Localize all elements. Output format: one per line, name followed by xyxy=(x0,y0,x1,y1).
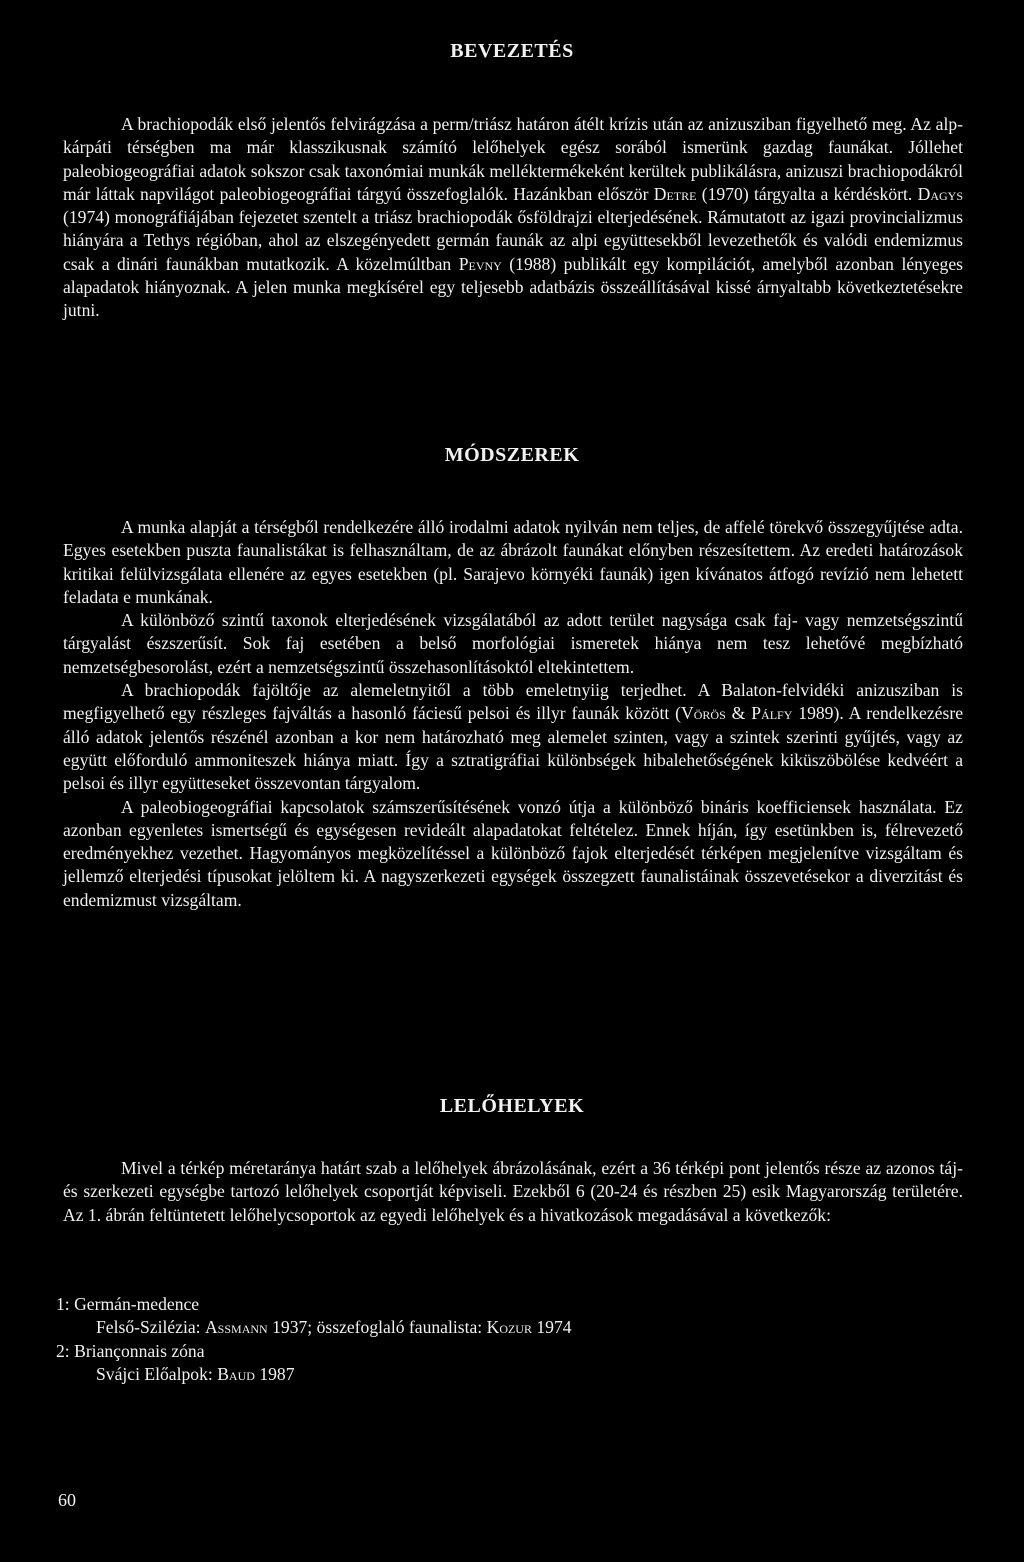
text-run: Svájci Előalpok: xyxy=(96,1363,218,1384)
text-run: 1987 xyxy=(254,1363,295,1384)
locality-list xyxy=(56,1293,956,1386)
list-item: 2: Briançonnais zóna xyxy=(56,1340,205,1361)
list-item: 1: Germán-medence xyxy=(56,1294,200,1314)
text-run: & xyxy=(725,703,752,724)
author-name: Pevny xyxy=(458,253,502,274)
list-item-detail xyxy=(56,1363,956,1386)
text-run: Felső-Szilézia: xyxy=(96,1317,205,1338)
author-name: Vörös xyxy=(681,703,726,724)
section-title-intro: BEVEZETÉS xyxy=(450,40,574,62)
author-name: Baud xyxy=(217,1363,255,1384)
methods-paragraph-2: A különböző szintű taxonok elterjedésének vizsgálatából az adott terület nagysága csak faj- vagy nemzetségszintű tárgyalást észszerűsít. Sok faj esetében a belső morfológiai ismeretek hiánya nem tesz lehetővé megbízható nemzetségbesorolást, ezért a nemzetségszintű összehasonlításoktól eltekintettem. xyxy=(63,610,963,677)
text-run: 1937; összefoglaló faunalista: xyxy=(267,1317,487,1338)
text-run: (1970) tárgyalta a kérdéskört. xyxy=(696,183,918,204)
methods-paragraph-1: A munka alapját a térségből rendelkezére álló irodalmi adatok nyilván nem teljes, de affelé törekvő összegyűjtése adta. Egyes esetekben puszta faunalistákat is felhasználtam, de az ábrázolt faunákat előnyben részesítettem. Az eredeti határozások kritikai felülvizsgálata ellenére az egyes esetekben (pl. Sarajevo környéki faunák) igen kívánatos átfogó revízió nem lehetett feladata e munkának. xyxy=(63,517,963,607)
author-name: Pálfy xyxy=(751,703,793,724)
author-name: Dagys xyxy=(917,183,963,204)
localities-paragraph xyxy=(63,1157,963,1227)
author-name: Detre xyxy=(653,183,697,204)
methods-paragraph-3 xyxy=(63,679,963,795)
text-run: 1989). A rendelkezésre álló adatok jelentős részénél azonban a kor nem határozható meg alemelet szinten, vagy a szintek szerinti gyűjtés, vagy az együtt előforduló ammoniteszek hiánya miatt. Így a sztratigráfiai különbségek hibalehetőségének kiküszöbölése kedvéért a pelsoi és illyr együtteseket összevontan tárgyalom. xyxy=(63,703,963,794)
page-number: 60 xyxy=(58,1490,76,1510)
text-run: A brachiopodák első jelentős felvirágzása a perm/triász határon átélt krízis után az anizusziban figyelhető meg. Az alp-kárpáti térségben ma már klasszikusnak számító lelőhelyek egész sorából ismerünk gazdag faunákat. Jóllehet paleobiogeográfiai adatok sokszor csak taxonómiai munkák melléktermékeként kerültek publikálásra, anizuszi brachiopodákról már láttak napvilágot paleobiogeográfiai tárgyú összefoglalók. Hazánkban először xyxy=(63,114,963,204)
intro-paragraph xyxy=(63,113,963,323)
author-name: Kozur xyxy=(486,1317,532,1338)
section-title-methods: MÓDSZEREK xyxy=(444,444,580,466)
methods-paragraph-4: A paleobiogeográfiai kapcsolatok számszerűsítésének vonzó útja a különböző bináris koefficiensek használata. Ez azonban egyenletes ismertségű és egységesen revideált alapadatokat feltételez. Ennek híján, így esetünkben is, félrevezető eredményekhez vezethet. Hagyományos megközelítéssel a különböző fajok elterjedését térképen megjelenítve vizsgáltam és jellemző elterjedési típusokat jelöltem ki. A nagyszerkezeti egységek összegzett faunalistáinak összevetésekor a diverzitást és endemizmust vizsgáltam. xyxy=(63,796,963,910)
text-run: (1974) monográfiájában fejezetet szentelt a triász brachiopodák ősföldrajzi elterjedésének. Rámutatott az igazi provincializmus hiányára a Tethys régióban, ahol az elszegényedett germán faunák az alpi együttesekből levezethetők és valódi endemizmus csak a dinári faunákban mutatkozik. A közelmúltban xyxy=(63,207,963,274)
text-run: A brachiopodák fajöltője az alemeletnyitől a több emeletnyiig terjedhet. A Balaton-felvidéki anizusziban is megfigyelhető egy részleges fajváltás a hasonló fáciesű pelsoi és illyr faunák között ( xyxy=(63,680,963,724)
text-run: 1974 xyxy=(531,1317,572,1338)
list-item-detail xyxy=(56,1316,956,1339)
localities-text: Mivel a térkép méretaránya határt szab a lelőhelyek ábrázolásának, ezért a 36 térképi pont jelentős része az azonos táj- és szerkezeti egységbe tartozó lelőhelyek csoportját képviseli. Ezekből 6 (20-24 és részben 25) esik Magyarország területére. Az 1. ábrán feltüntetett lelőhelycsoportok az egyedi lelőhelyek és a hivatkozások megadásával a következők: xyxy=(63,1158,963,1225)
author-name: Assmann xyxy=(204,1317,268,1338)
methods-paragraphs xyxy=(63,516,963,912)
section-title-localities: LELŐHELYEK xyxy=(439,1095,585,1117)
text-run: (1988) publikált egy kompilációt, amelyből azonban lényeges alapadatok hiányoznak. A jelen munka megkísérel egy teljesebb adatbázis összeállításával kissé árnyaltabb következtetésekre jutni. xyxy=(63,253,963,321)
